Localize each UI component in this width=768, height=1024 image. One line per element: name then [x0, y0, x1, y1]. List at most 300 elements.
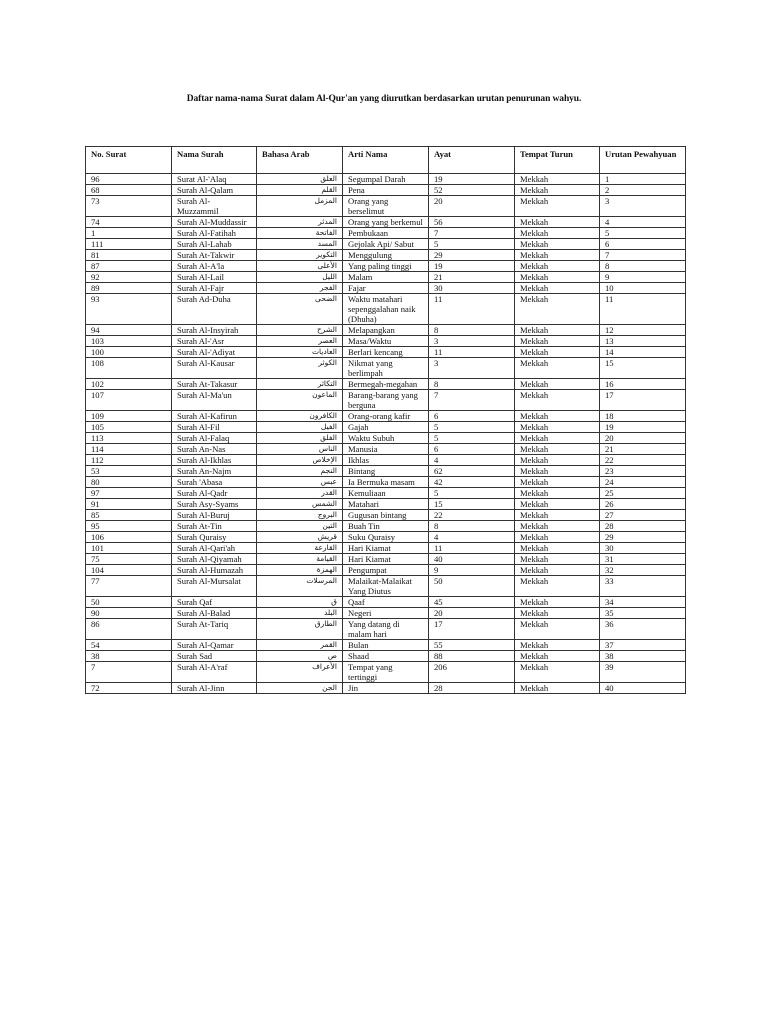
arabic-name-cell: الناس: [257, 444, 343, 455]
ayat-cell: 22: [429, 510, 515, 521]
table-row: [86, 250, 686, 261]
arabic-name-cell: القمر: [257, 640, 343, 651]
nama-surah-cell: Surah At-Tin: [172, 521, 257, 532]
nama-surah-cell: Surah Ad-Duha: [172, 294, 257, 325]
arabic-name-cell: الضحى: [257, 294, 343, 325]
urutan-cell: 8: [600, 261, 686, 272]
ayat-cell: 19: [429, 174, 515, 185]
arabic-name-cell: التين: [257, 521, 343, 532]
nama-surah-cell: Surah 'Abasa: [172, 477, 257, 488]
urutan-cell: 29: [600, 532, 686, 543]
arabic-name-cell: الجن: [257, 683, 343, 694]
table-row: [86, 608, 686, 619]
tempat-turun-cell: Mekkah: [515, 521, 600, 532]
nama-surah-cell: Surah Al-Qari'ah: [172, 543, 257, 554]
arti-nama-cell: Hari Kiamat: [343, 554, 429, 565]
nama-surah-cell: Surah Al-A'raf: [172, 662, 257, 683]
nama-surah-cell: Surah Al-Ikhlas: [172, 455, 257, 466]
ayat-cell: 30: [429, 283, 515, 294]
no-surat-cell: 94: [86, 325, 172, 336]
no-surat-cell: 87: [86, 261, 172, 272]
no-surat-cell: 97: [86, 488, 172, 499]
no-surat-cell: 113: [86, 433, 172, 444]
arti-nama-cell: Waktu Subuh: [343, 433, 429, 444]
ayat-cell: 9: [429, 565, 515, 576]
nama-surah-cell: Surah Al-Falaq: [172, 433, 257, 444]
nama-surah-cell: Surah An-Najm: [172, 466, 257, 477]
ayat-cell: 20: [429, 196, 515, 217]
ayat-cell: 50: [429, 576, 515, 597]
arabic-name-cell: القارعة: [257, 543, 343, 554]
table-row: [86, 455, 686, 466]
tempat-turun-cell: Mekkah: [515, 444, 600, 455]
table-row: [86, 325, 686, 336]
ayat-cell: 7: [429, 228, 515, 239]
tempat-turun-cell: Mekkah: [515, 651, 600, 662]
table-row: [86, 532, 686, 543]
nama-surah-cell: Surah Al-Ma'un: [172, 390, 257, 411]
arabic-name-cell: الشرح: [257, 325, 343, 336]
table-row: [86, 651, 686, 662]
tempat-turun-cell: Mekkah: [515, 455, 600, 466]
arti-nama-cell: Qaaf: [343, 597, 429, 608]
urutan-cell: 7: [600, 250, 686, 261]
no-surat-cell: 106: [86, 532, 172, 543]
tempat-turun-cell: Mekkah: [515, 379, 600, 390]
header-no-surat: No. Surat: [86, 147, 172, 174]
urutan-cell: 37: [600, 640, 686, 651]
table-row: [86, 174, 686, 185]
urutan-cell: 30: [600, 543, 686, 554]
ayat-cell: 55: [429, 640, 515, 651]
urutan-cell: 13: [600, 336, 686, 347]
ayat-cell: 15: [429, 499, 515, 510]
arti-nama-cell: Matahari: [343, 499, 429, 510]
no-surat-cell: 1: [86, 228, 172, 239]
arabic-name-cell: الأعراف: [257, 662, 343, 683]
table-row: [86, 521, 686, 532]
ayat-cell: 62: [429, 466, 515, 477]
tempat-turun-cell: Mekkah: [515, 565, 600, 576]
nama-surah-cell: Surah Sad: [172, 651, 257, 662]
arabic-name-cell: الشمس: [257, 499, 343, 510]
arti-nama-cell: Orang yang berselimut: [343, 196, 429, 217]
urutan-cell: 20: [600, 433, 686, 444]
ayat-cell: 7: [429, 390, 515, 411]
arabic-name-cell: المسد: [257, 239, 343, 250]
nama-surah-cell: Surah Al-Jinn: [172, 683, 257, 694]
nama-surah-cell: Surah Al-Qalam: [172, 185, 257, 196]
urutan-cell: 36: [600, 619, 686, 640]
nama-surah-cell: Surah Al-A'la: [172, 261, 257, 272]
arti-nama-cell: Kemuliaan: [343, 488, 429, 499]
ayat-cell: 20: [429, 608, 515, 619]
urutan-cell: 39: [600, 662, 686, 683]
nama-surah-cell: Surah Al-Buruj: [172, 510, 257, 521]
urutan-cell: 6: [600, 239, 686, 250]
no-surat-cell: 53: [86, 466, 172, 477]
tempat-turun-cell: Mekkah: [515, 250, 600, 261]
table-row: [86, 185, 686, 196]
nama-surah-cell: Surat Al-'Alaq: [172, 174, 257, 185]
urutan-cell: 25: [600, 488, 686, 499]
tempat-turun-cell: Mekkah: [515, 325, 600, 336]
ayat-cell: 28: [429, 683, 515, 694]
ayat-cell: 11: [429, 347, 515, 358]
nama-surah-cell: Surah Al-'Asr: [172, 336, 257, 347]
no-surat-cell: 74: [86, 217, 172, 228]
arti-nama-cell: Manusia: [343, 444, 429, 455]
no-surat-cell: 101: [86, 543, 172, 554]
tempat-turun-cell: Mekkah: [515, 576, 600, 597]
tempat-turun-cell: Mekkah: [515, 390, 600, 411]
urutan-cell: 27: [600, 510, 686, 521]
nama-surah-cell: Surah Al-Kausar: [172, 358, 257, 379]
nama-surah-cell: Surah Al-Balad: [172, 608, 257, 619]
tempat-turun-cell: Mekkah: [515, 597, 600, 608]
arabic-name-cell: العلق: [257, 174, 343, 185]
arabic-name-cell: عبس: [257, 477, 343, 488]
tempat-turun-cell: Mekkah: [515, 283, 600, 294]
arti-nama-cell: Ia Bermuka masam: [343, 477, 429, 488]
nama-surah-cell: Surah At-Takwir: [172, 250, 257, 261]
arti-nama-cell: Bulan: [343, 640, 429, 651]
table-row: [86, 261, 686, 272]
table-row: [86, 379, 686, 390]
arti-nama-cell: Pengumpat: [343, 565, 429, 576]
arti-nama-cell: Fajar: [343, 283, 429, 294]
tempat-turun-cell: Mekkah: [515, 662, 600, 683]
urutan-cell: 3: [600, 196, 686, 217]
ayat-cell: 40: [429, 554, 515, 565]
arti-nama-cell: Berlari kencang: [343, 347, 429, 358]
document-title: Daftar nama-nama Surat dalam Al-Qur'an yang diurutkan berdasarkan urutan penurunan wahyu.: [186, 94, 582, 104]
ayat-cell: 29: [429, 250, 515, 261]
no-surat-cell: 75: [86, 554, 172, 565]
tempat-turun-cell: Mekkah: [515, 347, 600, 358]
tempat-turun-cell: Mekkah: [515, 217, 600, 228]
arabic-name-cell: الليل: [257, 272, 343, 283]
arti-nama-cell: Masa/Waktu: [343, 336, 429, 347]
arabic-name-cell: الفيل: [257, 422, 343, 433]
no-surat-cell: 112: [86, 455, 172, 466]
urutan-cell: 9: [600, 272, 686, 283]
tempat-turun-cell: Mekkah: [515, 272, 600, 283]
arabic-name-cell: الهمزة: [257, 565, 343, 576]
tempat-turun-cell: Mekkah: [515, 358, 600, 379]
urutan-cell: 34: [600, 597, 686, 608]
urutan-cell: 12: [600, 325, 686, 336]
urutan-cell: 28: [600, 521, 686, 532]
urutan-cell: 23: [600, 466, 686, 477]
no-surat-cell: 80: [86, 477, 172, 488]
arti-nama-cell: Menggulung: [343, 250, 429, 261]
arti-nama-cell: Bintang: [343, 466, 429, 477]
ayat-cell: 3: [429, 336, 515, 347]
ayat-cell: 45: [429, 597, 515, 608]
table-row: [86, 239, 686, 250]
arabic-name-cell: النجم: [257, 466, 343, 477]
arabic-name-cell: الكافرون: [257, 411, 343, 422]
tempat-turun-cell: Mekkah: [515, 411, 600, 422]
urutan-cell: 24: [600, 477, 686, 488]
urutan-cell: 38: [600, 651, 686, 662]
no-surat-cell: 100: [86, 347, 172, 358]
table-row: [86, 422, 686, 433]
table-row: [86, 683, 686, 694]
nama-surah-cell: Surah Al-'Adiyat: [172, 347, 257, 358]
nama-surah-cell: Surah Al-Qiyamah: [172, 554, 257, 565]
nama-surah-cell: Surah Al-Fil: [172, 422, 257, 433]
header-tempat-turun: Tempat Turun: [515, 147, 600, 174]
no-surat-cell: 38: [86, 651, 172, 662]
urutan-cell: 18: [600, 411, 686, 422]
nama-surah-cell: Surah Al-Lahab: [172, 239, 257, 250]
table-header-row: [86, 147, 686, 174]
urutan-cell: 31: [600, 554, 686, 565]
arabic-name-cell: الكوثر: [257, 358, 343, 379]
urutan-cell: 22: [600, 455, 686, 466]
ayat-cell: 19: [429, 261, 515, 272]
no-surat-cell: 103: [86, 336, 172, 347]
arti-nama-cell: Gugusan bintang: [343, 510, 429, 521]
tempat-turun-cell: Mekkah: [515, 488, 600, 499]
no-surat-cell: 73: [86, 196, 172, 217]
table-row: [86, 466, 686, 477]
arabic-name-cell: ق: [257, 597, 343, 608]
nama-surah-cell: Surah Al-Qamar: [172, 640, 257, 651]
tempat-turun-cell: Mekkah: [515, 683, 600, 694]
arti-nama-cell: Pena: [343, 185, 429, 196]
nama-surah-cell: Surah Qaf: [172, 597, 257, 608]
table-row: [86, 510, 686, 521]
arti-nama-cell: Nikmat yang berlimpah: [343, 358, 429, 379]
tempat-turun-cell: Mekkah: [515, 532, 600, 543]
tempat-turun-cell: Mekkah: [515, 239, 600, 250]
no-surat-cell: 7: [86, 662, 172, 683]
ayat-cell: 56: [429, 217, 515, 228]
arabic-name-cell: القيامة: [257, 554, 343, 565]
tempat-turun-cell: Mekkah: [515, 336, 600, 347]
no-surat-cell: 114: [86, 444, 172, 455]
arti-nama-cell: Tempat yang tertinggi: [343, 662, 429, 683]
table-row: [86, 640, 686, 651]
nama-surah-cell: Surah Al-Muddassir: [172, 217, 257, 228]
table-row: [86, 662, 686, 683]
tempat-turun-cell: Mekkah: [515, 294, 600, 325]
arabic-name-cell: القدر: [257, 488, 343, 499]
ayat-cell: 42: [429, 477, 515, 488]
no-surat-cell: 50: [86, 597, 172, 608]
table-row: [86, 196, 686, 217]
ayat-cell: 4: [429, 455, 515, 466]
arti-nama-cell: Jin: [343, 683, 429, 694]
tempat-turun-cell: Mekkah: [515, 510, 600, 521]
arabic-name-cell: القلم: [257, 185, 343, 196]
ayat-cell: 4: [429, 532, 515, 543]
tempat-turun-cell: Mekkah: [515, 477, 600, 488]
tempat-turun-cell: Mekkah: [515, 554, 600, 565]
no-surat-cell: 104: [86, 565, 172, 576]
urutan-cell: 33: [600, 576, 686, 597]
table-row: [86, 576, 686, 597]
urutan-cell: 40: [600, 683, 686, 694]
ayat-cell: 21: [429, 272, 515, 283]
table-row: [86, 336, 686, 347]
no-surat-cell: 105: [86, 422, 172, 433]
header-arti-nama: Arti Nama: [343, 147, 429, 174]
arabic-name-cell: الماعون: [257, 390, 343, 411]
arti-nama-cell: Suku Quraisy: [343, 532, 429, 543]
nama-surah-cell: Surah Al-Fatihah: [172, 228, 257, 239]
arti-nama-cell: Segumpal Darah: [343, 174, 429, 185]
arti-nama-cell: Orang yang berkemul: [343, 217, 429, 228]
arabic-name-cell: المزمل: [257, 196, 343, 217]
tempat-turun-cell: Mekkah: [515, 261, 600, 272]
tempat-turun-cell: Mekkah: [515, 543, 600, 554]
arti-nama-cell: Melapangkan: [343, 325, 429, 336]
arabic-name-cell: المدثر: [257, 217, 343, 228]
urutan-cell: 2: [600, 185, 686, 196]
no-surat-cell: 81: [86, 250, 172, 261]
no-surat-cell: 90: [86, 608, 172, 619]
no-surat-cell: 111: [86, 239, 172, 250]
arti-nama-cell: Buah Tin: [343, 521, 429, 532]
urutan-cell: 10: [600, 283, 686, 294]
nama-surah-cell: Surah Al-Lail: [172, 272, 257, 283]
ayat-cell: 5: [429, 488, 515, 499]
ayat-cell: 6: [429, 444, 515, 455]
table-row: [86, 554, 686, 565]
no-surat-cell: 91: [86, 499, 172, 510]
nama-surah-cell: Surah Quraisy: [172, 532, 257, 543]
surah-table: [85, 146, 686, 694]
no-surat-cell: 54: [86, 640, 172, 651]
ayat-cell: 11: [429, 543, 515, 554]
no-surat-cell: 92: [86, 272, 172, 283]
no-surat-cell: 68: [86, 185, 172, 196]
arabic-name-cell: الفجر: [257, 283, 343, 294]
ayat-cell: 5: [429, 422, 515, 433]
no-surat-cell: 93: [86, 294, 172, 325]
arabic-name-cell: البلد: [257, 608, 343, 619]
arabic-name-cell: الطارق: [257, 619, 343, 640]
arabic-name-cell: المرسلات: [257, 576, 343, 597]
no-surat-cell: 107: [86, 390, 172, 411]
tempat-turun-cell: Mekkah: [515, 422, 600, 433]
header-urutan-pewahyuan: Urutan Pewahyuan: [600, 147, 686, 174]
ayat-cell: 8: [429, 379, 515, 390]
table-row: [86, 390, 686, 411]
ayat-cell: 8: [429, 521, 515, 532]
arti-nama-cell: Pembukaan: [343, 228, 429, 239]
arti-nama-cell: Orang-orang kafir: [343, 411, 429, 422]
nama-surah-cell: Surah At-Takasur: [172, 379, 257, 390]
urutan-cell: 15: [600, 358, 686, 379]
tempat-turun-cell: Mekkah: [515, 608, 600, 619]
nama-surah-cell: Surah Al-Fajr: [172, 283, 257, 294]
table-row: [86, 499, 686, 510]
nama-surah-cell: Surah Al-Muzzammil: [172, 196, 257, 217]
nama-surah-cell: Surah Al-Humazah: [172, 565, 257, 576]
arti-nama-cell: Shaad: [343, 651, 429, 662]
arabic-name-cell: العاديات: [257, 347, 343, 358]
ayat-cell: 3: [429, 358, 515, 379]
nama-surah-cell: Surah Al-Mursalat: [172, 576, 257, 597]
no-surat-cell: 96: [86, 174, 172, 185]
table-row: [86, 358, 686, 379]
arabic-name-cell: العصر: [257, 336, 343, 347]
no-surat-cell: 102: [86, 379, 172, 390]
urutan-cell: 14: [600, 347, 686, 358]
no-surat-cell: 95: [86, 521, 172, 532]
ayat-cell: 11: [429, 294, 515, 325]
arabic-name-cell: قريش: [257, 532, 343, 543]
arabic-name-cell: التكاثر: [257, 379, 343, 390]
table-row: [86, 543, 686, 554]
no-surat-cell: 86: [86, 619, 172, 640]
urutan-cell: 35: [600, 608, 686, 619]
table-row: [86, 565, 686, 576]
table-row: [86, 217, 686, 228]
arti-nama-cell: Gejolak Api/ Sabut: [343, 239, 429, 250]
ayat-cell: 88: [429, 651, 515, 662]
tempat-turun-cell: Mekkah: [515, 466, 600, 477]
ayat-cell: 5: [429, 239, 515, 250]
header-nama-surah: Nama Surah: [172, 147, 257, 174]
arti-nama-cell: Negeri: [343, 608, 429, 619]
tempat-turun-cell: Mekkah: [515, 433, 600, 444]
nama-surah-cell: Surah Al-Kafirun: [172, 411, 257, 422]
no-surat-cell: 72: [86, 683, 172, 694]
table-body: [86, 174, 686, 694]
arti-nama-cell: Ikhlas: [343, 455, 429, 466]
urutan-cell: 11: [600, 294, 686, 325]
table-row: [86, 228, 686, 239]
urutan-cell: 19: [600, 422, 686, 433]
urutan-cell: 21: [600, 444, 686, 455]
arabic-name-cell: ص: [257, 651, 343, 662]
ayat-cell: 8: [429, 325, 515, 336]
no-surat-cell: 89: [86, 283, 172, 294]
arabic-name-cell: التكوير: [257, 250, 343, 261]
nama-surah-cell: Surah Al-Qadr: [172, 488, 257, 499]
table-row: [86, 294, 686, 325]
urutan-cell: 32: [600, 565, 686, 576]
arti-nama-cell: Hari Kiamat: [343, 543, 429, 554]
tempat-turun-cell: Mekkah: [515, 640, 600, 651]
ayat-cell: 17: [429, 619, 515, 640]
arti-nama-cell: Yang datang di malam hari: [343, 619, 429, 640]
arti-nama-cell: Malam: [343, 272, 429, 283]
tempat-turun-cell: Mekkah: [515, 185, 600, 196]
arti-nama-cell: Yang paling tinggi: [343, 261, 429, 272]
no-surat-cell: 108: [86, 358, 172, 379]
tempat-turun-cell: Mekkah: [515, 619, 600, 640]
arti-nama-cell: Malaikat-Malaikat Yang Diutus: [343, 576, 429, 597]
table-row: [86, 597, 686, 608]
arabic-name-cell: الأعلى: [257, 261, 343, 272]
arabic-name-cell: البروج: [257, 510, 343, 521]
table-row: [86, 619, 686, 640]
ayat-cell: 206: [429, 662, 515, 683]
urutan-cell: 16: [600, 379, 686, 390]
table-row: [86, 488, 686, 499]
header-bahasa-arab: Bahasa Arab: [257, 147, 343, 174]
table-row: [86, 433, 686, 444]
ayat-cell: 5: [429, 433, 515, 444]
table-row: [86, 477, 686, 488]
